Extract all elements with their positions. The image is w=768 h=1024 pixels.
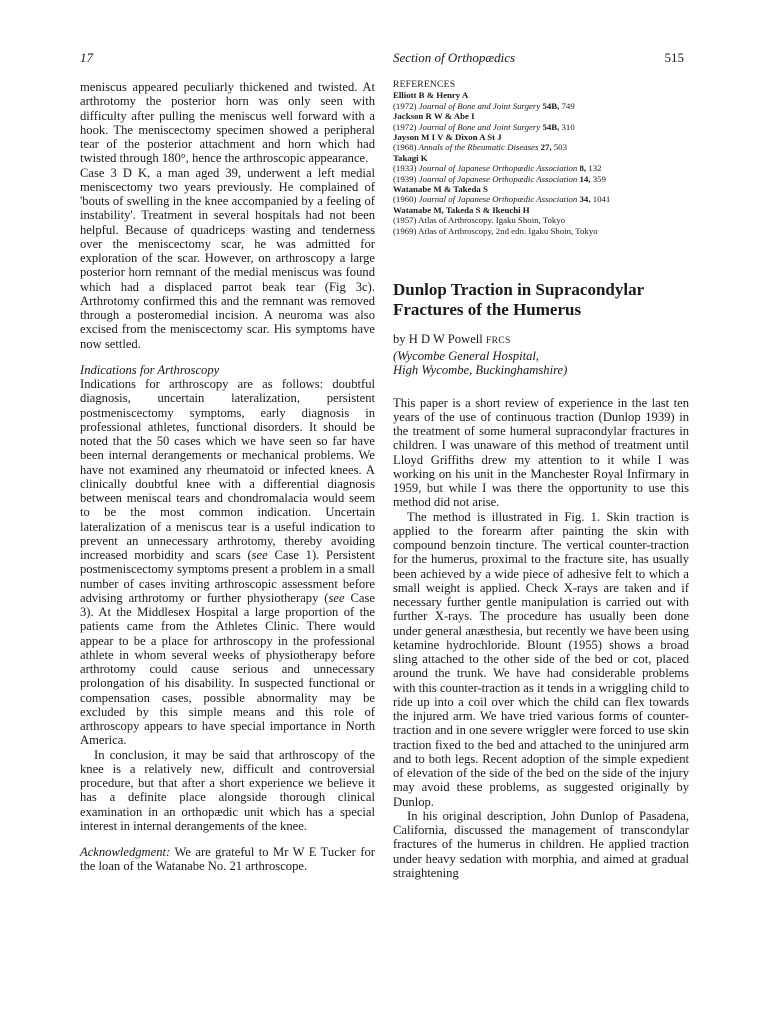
article-paragraph-original: In his original description, John Dunlop of Pasadena, California, discussed the management of transcondylar fractures of the humerus in children. He applied traction under heavy sedation with morphia, and aimed at gradual straightening [393,808,689,880]
reference-citation: (1939) Journal of Japanese Orthopædic Association 14, 359 [393,173,606,184]
article-title: Dunlop Traction in Supracondylar Fractures of the Humerus [393,280,644,320]
reference-citation: (1968) Annals of the Rheumatic Diseases 27, 503 [393,142,567,153]
paragraph-case-continuation: meniscus appeared peculiarly thickened and twisted. At arthrotomy the posterior horn was only seen with difficulty after pulling the meniscus well forward with a hook. The meniscectomy specimen showed a peripheral tear of the posterior attachment and horn which had twisted through 180°, hence the arthroscopic appearance. [80,80,375,166]
references-list [393,90,689,236]
paragraph-indications: Indications for arthroscopy are as follows: doubtful diagnosis, uncertain lateralization, persistent postmeniscectomy symptoms, early diagnosis in professional athletes, functional disorders. It should be noted that the 50 cases which we have seen so far have been internal derangements or mechanical problems. We have not examined any rheumatoid or infected knees. A clinically doubtful knee with a differential diagnosis between meniscal tears and chondromalacia would seem to be the most common indication. Uncertain lateralization of a meniscus tear is a useful indication to prevent an unnecessary arthrotomy, thereby avoiding increased morbidity and scars (see Case 1). Persistent postmeniscectomy symptoms present a problem in a small number of cases inviting arthroscopic assessment before advising arthrotomy or further physiotherapy (see Case 3). At the Middlesex Hospital a large proportion of the patients came from the Athletes Clinic. There would appear to be a place for arthroscopy in the professional athlete in whom several weeks of physiotherapy before arthrotomy could cause serious and unnecessary prolongation of his disability. In suspected functional or compensation cases, possible abnormality may be excluded by this simple means and this role of arthroscopy appears to have special importance in North America. [80,377,375,748]
reference-citation: (1957) Atlas of Arthroscopy. Igaku Shoin, Tokyo [393,215,566,226]
left-column [80,80,375,874]
page-number-left: 17 [80,50,93,65]
reference-author: Watanabe M & Takeda S [393,184,488,195]
page-header [80,50,684,70]
reference-author: Elliott B & Henry A [393,90,469,101]
subheading-indications: Indications for Arthroscopy [80,362,220,377]
reference-author: Takagi K [393,152,428,163]
reference-citation: (1972) Journal of Bone and Joint Surgery 54B, 749 [393,100,575,111]
reference-author: Watanabe M, Takeda S & Ikeuchi H [393,204,530,215]
references-title: REFERENCES [393,79,456,90]
right-column [393,80,689,880]
article-paragraph-method: The method is illustrated in Fig. 1. Skin traction is applied to the forearm after painting the skin with compound benzoin tincture. The vertical counter-traction for the humerus, proximal to the fracture site, has usually been achieved by a wide piece of adhesive felt to which a small weight is applied. Check X-rays are taken and if necessary further gentle manipulation is carried out with further X-rays. The procedure has usually been done under general anæsthesia, but recently we have been using ketamine hydrochloride. Blount (1955) shows a broad sling attached to the other side of the bed or cot, placed around the trunk. We have had considerable problems with this counter-traction as it tends in a wriggling child to ride up into a coil over which the child can flex towards the injured arm. We have tried various forms of counter-traction and in one severe wriggler were forced to use skin traction fixed to the bed and attached to the uninjured arm and to both legs. Recent adoption of the simple expedient of elevation of the side of the bed on the side of the injury may avoid these problems, as suggested originally by Dunlop. [393,509,689,809]
page-number-right: 515 [664,50,684,65]
reference-citation: (1960) Journal of Japanese Orthopædic Association 34, 1041 [393,194,611,205]
paragraph-conclusion: In conclusion, it may be said that arthroscopy of the knee is a relatively new, difficult and controversial procedure, but that after a short experience we believe it has a definite place alongside thorough clinical examination in an orthopædic unit which has a special interest in internal derangements of the knee. [80,747,375,833]
reference-author: Jayson M I V & Dixon A St J [393,132,502,143]
reference-citation: (1972) Journal of Bone and Joint Surgery 54B, 310 [393,121,575,132]
author-affiliation-line1: (Wycombe General Hospital, [393,348,540,363]
reference-citation: (1933) Journal of Japanese Orthopædic Association 8, 132 [393,163,602,174]
reference-author: Jackson R W & Abe I [393,111,475,122]
reference-citation: (1969) Atlas of Arthroscopy, 2nd edn. Igaku Shoin, Tokyo [393,225,598,236]
author-byline: by H D W Powell FRCS [393,332,511,347]
acknowledgment: Acknowledgment: We are grateful to Mr W E Tucker for the loan of the Watanabe No. 21 arthroscope. [80,845,375,874]
paragraph-case-3: Case 3 D K, a man aged 39, underwent a left medial meniscectomy two years previously. He complained of 'bouts of swelling in the knee accompanied by a feeling of instability'. Treatment in several hospitals had not been helpful. Because of quadriceps wasting and tenderness over the meniscectomy scar, he was admitted for exploration of the scar. However, on arthroscopy a large posterior horn remnant of the medial meniscus was found which had a displaced parrot beak tear (Fig 3c). Arthrotomy confirmed this and the remnant was removed through a posteromedial incision. A neuroma was also excised from the meniscectomy scar. His symptoms have now settled. [80,165,375,351]
author-affiliation-line2: High Wycombe, Buckinghamshire) [393,363,568,378]
references-section [393,80,689,236]
article-paragraph-intro: This paper is a short review of experience in the last ten years of the use of continuous traction (Dunlop 1939) in the treatment of some humeral supracondylar fractures in children. I was unaware of this method of treatment until Lloyd Griffiths drew my attention to it while I was working on his unit in the Manchester Royal Infirmary in 1959, but while I was there the opportunity to use this method did not arise. [393,395,689,510]
section-title: Section of Orthopædics [393,50,516,65]
